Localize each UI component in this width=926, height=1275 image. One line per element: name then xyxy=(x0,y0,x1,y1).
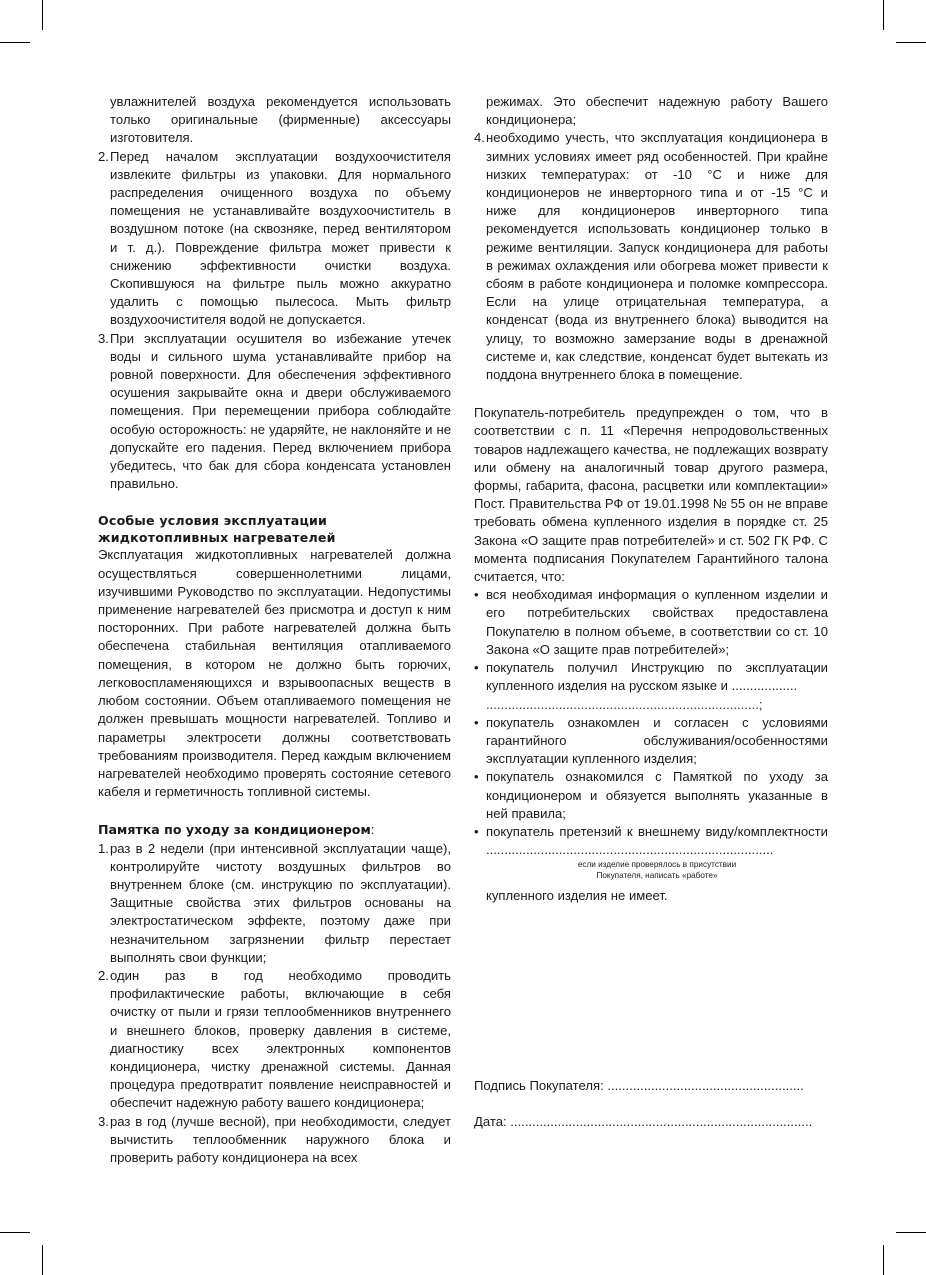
list-item xyxy=(98,1113,451,1168)
footnote-line-2: Покупателя, написать «работе» xyxy=(596,871,718,881)
bullet-icon: • xyxy=(474,587,479,603)
list-item-text: раз в год (лучше весной), при необходимости, следует вычистить теплообменник наружного блока и проверить работу кондиционера на всех xyxy=(110,1113,451,1165)
instruction-language-blank-line: ...........................................................................; xyxy=(486,696,763,712)
left-column xyxy=(98,93,451,1167)
list-item-text: покупатель ознакомлен и согласен с условиями гарантийного обслуживания/особенностями эксплуатации купленного изделия; xyxy=(486,714,828,767)
list-item xyxy=(474,823,828,859)
list-item-number: 3. xyxy=(98,1113,109,1129)
list-item-text: покупатель получил Инструкцию по эксплуатации купленного изделия на русском языке и .................. xyxy=(486,660,828,694)
crop-mark-top-left-horizontal xyxy=(0,42,30,43)
crop-mark-top-right-vertical xyxy=(883,0,884,30)
crop-mark-bottom-right-vertical xyxy=(883,1245,884,1275)
crop-mark-bottom-left-vertical xyxy=(42,1245,43,1275)
care-list-continued xyxy=(474,129,828,384)
crop-mark-top-right-horizontal xyxy=(896,42,926,43)
list-item-text: покупатель ознакомился с Памяткой по уходу за кондиционером и обязуется выполнять указанные в ней правила; xyxy=(486,769,828,821)
care-title-text: Памятка по уходу за кондиционером xyxy=(98,822,371,838)
crop-mark-bottom-left-horizontal xyxy=(0,1232,30,1233)
list-item-text: покупатель претензий к внешнему виду/комплектности ............................................................................... xyxy=(486,823,828,858)
bullet-icon: • xyxy=(474,660,479,676)
list-item xyxy=(98,967,451,1113)
right-column xyxy=(474,93,828,906)
list-item xyxy=(474,714,828,769)
buyer-signature-line: Подпись Покупателя: ...................................................... xyxy=(474,1078,804,1093)
care-list xyxy=(98,840,451,1168)
date-line: Дата: ................................................................................... xyxy=(474,1114,813,1129)
list-item-text: При эксплуатации осушителя во избежание утечек воды и сильного шума устанавливайте прибор на ровной поверхности. Для обеспечения эффективного осушения закрывайте окна и двери обслуживаемого помещения. При перемещении прибора соблюдайте особую осторожность: не ударяйте, не наклоняйте и не допускайте его падения. Перед включением прибора убедитесь, что бак для сбора конденсата установлен правильно. xyxy=(110,330,451,492)
heating-section-text: Эксплуатация жидкотопливных нагревателей должна осуществляться совершеннолетними лицами, изучившими Руководство по эксплуатации. Недопустимы применение нагревателей без присмотра и доступ к ним посторонних. При работе нагревателей должна быть обеспечена стабильная вентиляция отапливаемого помещения, в котором не должно быть горючих, легковоспламеняющихся и взрывоопасных веществ в любом состоянии. Объем отапливаемого помещения не должен превышать мощности нагревателей. Топливо и параметры электросети должны соответствовать требованиям производителя. Перед каждым включением нагревателей необходимо проверять состояние сетевого кабеля и герметичность топливной системы. xyxy=(98,547,451,800)
list-item xyxy=(98,330,451,494)
list-item xyxy=(98,148,451,330)
care-section-title xyxy=(98,821,451,839)
humidifier-accessories-text: увлажнителей воздуха рекомендуется использовать только оригинальные (фирменные) аксессуары изготовителя. xyxy=(110,94,451,146)
list-item xyxy=(474,129,828,384)
list-item xyxy=(474,586,828,659)
consumer-acknowledgement-list xyxy=(474,586,828,859)
list-item-number: 2. xyxy=(98,967,109,983)
list-item-number: 4. xyxy=(474,130,485,146)
care-title-colon: : xyxy=(370,822,375,838)
list-item xyxy=(474,768,828,823)
care-item-3-continuation: режимах. Это обеспечит надежную работу Вашего кондиционера; xyxy=(486,94,828,128)
list-item-number: 2. xyxy=(98,148,109,164)
heating-section-title: Особые условия эксплуатации жидкотопливных нагревателей xyxy=(98,513,336,545)
list-item-text: Перед началом эксплуатации воздухоочистителя извлеките фильтры из упаковки. Для нормального распределения очищенного воздуха по объему помещения не устанавливайте воздухоочиститель в воздушном потоке (на сквозняке, перед вентилятором и т. д.). Повреждение фильтра может привести к снижению эффективности очистки воздуха. Скопившуюся на фильтре пыль можно аккуратно удалить с помощью пылесоса. Мыть фильтр воздухоочистителя водой не допускается. xyxy=(110,148,451,328)
footnote-line-1: если изделие проверялось в присутствии xyxy=(577,860,737,870)
bullet-icon: • xyxy=(474,823,479,839)
list-item-number: 1. xyxy=(98,840,109,856)
bullet-icon: • xyxy=(474,714,479,730)
operation-rules-list xyxy=(98,148,451,494)
list-item-text: раз в 2 недели (при интенсивной эксплуатации чаще), контролируйте чистоту воздушных фильтров во внутреннем блоке (см. инструкцию по эксплуатации). Защитные свойства этих фильтров основаны на электростатическом эффекте, поэтому даже при незначительном загрязнении фильтр перестает выполнять свои функции; xyxy=(110,840,451,965)
list-item-text: вся необходимая информация о купленном изделии и его потребительских свойствах предоставлена Покупателю в полном объеме, в соответствии со ст. 10 Закона «О защите прав потребителей»; xyxy=(486,587,828,657)
list-item-text: необходимо учесть, что эксплуатация кондиционера в зимних условиях имеет ряд особенностей. При крайне низких температурах: от -10 °С и ниже для кондиционеров не инверторного типа и от -15 °С и ниже для кондиционеров инверторного типа рекомендуется использовать кондиционер только в режиме вентиляции. Запуск кондиционера для работы в режимах охлаждения или обогрева может привести к сбоям в работе кондиционера и поломке компрессора. Если на улице отрицательная температура, а конденсат (вода из внутреннего блока) выводится на улицу, то возможно замерзание воды в дренажной системе и, как следствие, конденсат будет вытекать из поддона внутреннего блока в помещение. xyxy=(486,130,828,383)
crop-mark-top-left-vertical xyxy=(42,0,43,30)
list-item-number: 3. xyxy=(98,330,109,346)
bullet-icon: • xyxy=(474,769,479,785)
list-item-text: один раз в год необходимо проводить профилактические работы, включающие в себя очистку от пыли и грязи теплообменников внутреннего и внешнего блоков, проверку давления в системе, диагностику всех электронных компонентов кондиционера, чистку дренажной системы. Данная процедура предотвратит появление неисправностей и обеспечит надежную работу вашего кондиционера; xyxy=(110,967,451,1111)
no-claims-text: купленного изделия не имеет. xyxy=(486,888,668,904)
consumer-notice-text: Покупатель-потребитель предупрежден о том, что в соответствии с п. 11 «Перечня непродовольственных товаров надлежащего качества, не подлежащих возврату или обмену на аналогичный товар другого размера, формы, габарита, фасона, расцветки или комплектации» Пост. Правительства РФ от 19.01.1998 № 55 он не вправе требовать обмена купленного изделия в порядке ст. 25 Закона «О защите прав потребителей» и ст. 502 ГК РФ. С момента подписания Покупателем Гарантийного талона считается, что: xyxy=(474,405,828,585)
list-item xyxy=(474,659,828,714)
list-item xyxy=(98,840,451,967)
crop-mark-bottom-right-horizontal xyxy=(896,1232,926,1233)
